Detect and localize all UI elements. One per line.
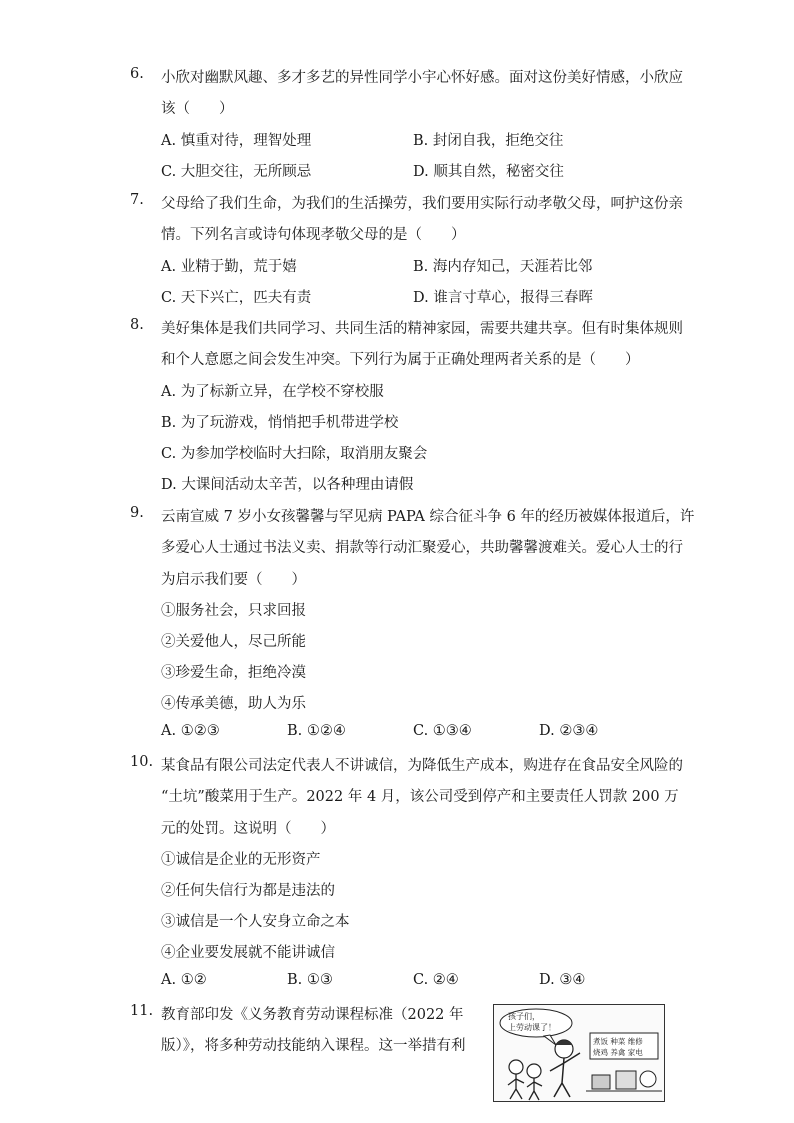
option-d[interactable]: D. ②③④ <box>539 723 599 739</box>
question-stem-line: 教育部印发《义务教育劳动课程标准（2022 年 <box>161 1007 464 1023</box>
question-number: 8. <box>130 317 144 333</box>
option-c[interactable]: C. 为参加学校临时大扫除，取消朋友聚会 <box>161 446 428 462</box>
option-a[interactable]: A. 慎重对待，理智处理 <box>161 133 312 149</box>
option-d[interactable]: D. ③④ <box>539 972 586 988</box>
option-a[interactable]: A. ①②③ <box>161 723 220 739</box>
question-stem-line: “土坑”酸菜用于生产。2022 年 4 月，该公司受到停产和主要责任人罚款 200 万 <box>161 789 679 805</box>
option-d[interactable]: D. 顺其自然，秘密交往 <box>413 164 564 180</box>
option-c[interactable]: C. 天下兴亡，匹夫有责 <box>161 290 312 306</box>
question-number: 9. <box>130 505 144 521</box>
question-stem-line: 云南宣威 7 岁小女孩馨馨与罕见病 PAPA 综合征斗争 6 年的经历被媒体报道后，许 <box>161 509 695 525</box>
option-b[interactable]: B. 海内存知己，天涯若比邻 <box>413 259 593 275</box>
question-stem-line: 小欣对幽默风趣、多才多艺的异性同学小宇心怀好感。面对这份美好情感，小欣应 <box>161 70 683 86</box>
option-a[interactable]: A. 业精于勤，荒于嬉 <box>161 259 297 275</box>
option-a[interactable]: A. ①② <box>161 972 207 988</box>
option-a[interactable]: A. 为了标新立异，在学校不穿校服 <box>161 384 384 400</box>
question-number: 11. <box>130 1003 154 1019</box>
board-label: 烧鸡 养禽 家电 <box>593 1048 643 1057</box>
option-c[interactable]: C. ①③④ <box>413 723 472 739</box>
option-b[interactable]: B. ①②④ <box>287 723 346 739</box>
option-b[interactable]: B. ①③ <box>287 972 333 988</box>
statement-item: ①诚信是企业的无形资产 <box>161 852 321 868</box>
statement-item: ②任何失信行为都是违法的 <box>161 883 335 899</box>
statement-item: ④企业要发展就不能讲诚信 <box>161 945 335 961</box>
question-stem-line: 该（ ） <box>161 101 234 117</box>
question-stem-line: 版）》，将多种劳动技能纳入课程。这一举措有利 <box>161 1038 466 1054</box>
cartoon-illustration <box>493 1004 665 1102</box>
option-b[interactable]: B. 为了玩游戏，悄悄把手机带进学校 <box>161 415 399 431</box>
option-c[interactable]: C. ②④ <box>413 972 459 988</box>
option-d[interactable]: D. 谁言寸草心，报得三春晖 <box>413 290 593 306</box>
question-stem-line: 情。下列名言或诗句体现孝敬父母的是（ ） <box>161 227 466 243</box>
question-stem-line: 为启示我们要（ ） <box>161 572 306 588</box>
board-label: 煮饭 种菜 维修 <box>593 1037 643 1046</box>
option-d[interactable]: D. 大课间活动太辛苦，以各种理由请假 <box>161 477 414 493</box>
option-b[interactable]: B. 封闭自我，拒绝交往 <box>413 133 564 149</box>
statement-item: ③诚信是一个人安身立命之本 <box>161 914 350 930</box>
question-stem-line: 多爱心人士通过书法义卖、捐款等行动汇聚爱心，共助馨馨渡难关。爱心人士的行 <box>161 540 683 556</box>
question-stem-line: 父母给了我们生命，为我们的生活操劳，我们要用实际行动孝敬父母，呵护这份亲 <box>161 196 683 212</box>
option-c[interactable]: C. 大胆交往，无所顾忌 <box>161 164 312 180</box>
question-stem-line: 和个人意愿之间会发生冲突。下列行为属于正确处理两者关系的是（ ） <box>161 352 640 368</box>
question-stem-line: 美好集体是我们共同学习、共同生活的精神家园，需要共建共享。但有时集体规则 <box>161 321 683 337</box>
statement-item: ③珍爱生命，拒绝冷漠 <box>161 665 306 681</box>
statement-item: ②关爱他人，尽己所能 <box>161 634 306 650</box>
question-number: 6. <box>130 66 144 82</box>
statement-item: ④传承美德，助人为乐 <box>161 696 306 712</box>
question-stem-line: 某食品有限公司法定代表人不讲诚信，为降低生产成本，购进存在食品安全风险的 <box>161 758 683 774</box>
speech-text: 孩子们， <box>508 1012 540 1021</box>
question-stem-line: 元的处罚。这说明（ ） <box>161 821 335 837</box>
statement-item: ①服务社会，只求回报 <box>161 603 306 619</box>
question-number: 10. <box>130 754 154 770</box>
question-number: 7. <box>130 192 144 208</box>
speech-text: 上劳动课了！ <box>508 1023 556 1032</box>
